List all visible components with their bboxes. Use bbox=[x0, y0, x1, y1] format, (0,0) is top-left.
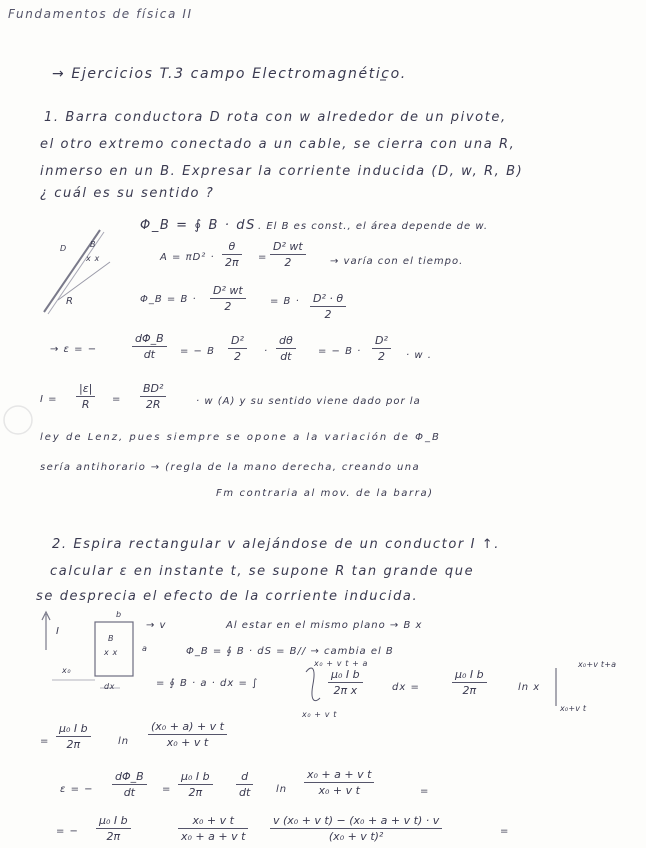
ex1-area-frac-1-den: 2π bbox=[225, 256, 239, 269]
fraction-bar bbox=[210, 298, 246, 299]
ex2-last-frac-1 bbox=[96, 814, 131, 843]
ex1-statement-line-2: el otro extremo conectado a un cable, se cierra con una R, bbox=[40, 137, 516, 152]
fraction-bar bbox=[56, 736, 91, 737]
ex2-emf-frac-1-den: dt bbox=[123, 786, 135, 799]
ex1-flux-definition: Φ_B = ∮ B · dS bbox=[140, 218, 256, 233]
ex2-emf-lhs: ε = − bbox=[60, 784, 94, 795]
ex2-integral-frac-2-num: μ₀ I b bbox=[455, 668, 484, 681]
ex2-integral-dx: dx = bbox=[392, 682, 420, 693]
ex1-emf-frac-4-den: 2 bbox=[377, 350, 385, 363]
ex1-emf-frac-3-den: dt bbox=[280, 350, 292, 363]
ex1-emf-frac-2 bbox=[228, 334, 247, 363]
ex2-diagram-a: a bbox=[142, 644, 148, 653]
ex1-emf-frac-2-den: 2 bbox=[233, 350, 241, 363]
fraction-bar bbox=[132, 346, 167, 347]
ex2-emf-frac-4-num: x₀ + a + v t bbox=[307, 768, 372, 781]
ex1-lenz-line-1: ley de Lenz, pues siempre se opone a la variación de Φ_B bbox=[40, 432, 441, 443]
fraction-bar bbox=[178, 828, 248, 829]
ex2-emf-frac-3-den: dt bbox=[239, 786, 251, 799]
ex2-emf-frac-2-num: μ₀ I b bbox=[181, 770, 210, 783]
ex1-diagram-b: B bbox=[90, 240, 97, 249]
fraction-bar bbox=[96, 828, 131, 829]
ex2-result-frac-2-den: x₀ + v t bbox=[166, 736, 209, 749]
ex2-diagram-v: → v bbox=[146, 620, 167, 631]
ex2-integral-frac-2-den: 2π bbox=[462, 684, 477, 697]
ex1-current-frac-2 bbox=[140, 382, 166, 411]
ex2-last-frac-1-num: μ₀ I b bbox=[99, 814, 128, 827]
ex2-diagram-B: B bbox=[108, 634, 115, 643]
ex1-diagram-d: D bbox=[60, 244, 67, 253]
ex2-eval-lower: x₀+v t bbox=[560, 704, 587, 713]
ex2-diagram-x0: x₀ bbox=[62, 666, 72, 675]
ex1-flux2-frac-den: 2 bbox=[224, 300, 232, 313]
fraction-bar bbox=[270, 254, 306, 255]
ex1-emf-end: · w . bbox=[406, 350, 432, 361]
ex2-diagram-x: x x bbox=[104, 648, 118, 657]
ex1-emf-mid-1: = − B bbox=[180, 346, 215, 357]
ex2-emf-frac-4 bbox=[304, 768, 374, 797]
fraction-bar bbox=[76, 396, 95, 397]
ex2-last-frac-3 bbox=[270, 814, 442, 843]
ex1-emf-dot: · bbox=[264, 346, 269, 357]
ex1-area-eq: = bbox=[258, 252, 268, 263]
ex1-area-frac-2 bbox=[270, 240, 306, 269]
fraction-bar bbox=[112, 784, 147, 785]
ex2-emf-ln: ln bbox=[276, 784, 288, 795]
ex1-statement-line-3: inmerso en un B. Expresar la corriente inducida (D, w, R, B) bbox=[40, 164, 524, 179]
fraction-bar bbox=[228, 348, 247, 349]
ex2-emf-frac-1 bbox=[112, 770, 147, 799]
ex1-diagram-x: x x bbox=[86, 254, 100, 263]
ex1-current-eq: = bbox=[112, 394, 122, 405]
ex1-flux2-frac-2 bbox=[310, 292, 346, 321]
ex2-integral-ln: ln x bbox=[518, 682, 541, 693]
fraction-bar bbox=[140, 396, 166, 397]
ex1-emf-frac-1-num: dΦ_B bbox=[135, 332, 164, 345]
ex2-diagram-i: I bbox=[56, 626, 60, 637]
ex1-area-frac-2-num: D² wt bbox=[273, 240, 303, 253]
ex1-flux-note: . El B es const., el área depende de w. bbox=[258, 221, 489, 232]
ex1-statement-line-4: ¿ cuál es su sentido ? bbox=[40, 186, 215, 201]
ex2-last-frac-2 bbox=[178, 814, 248, 843]
ex2-integral-lhs: = ∮ B · a · dx = ∫ bbox=[156, 678, 259, 689]
ex2-emf-frac-2 bbox=[178, 770, 213, 799]
ex2-flux-line: Φ_B = ∮ B · dS = B// → cambia el B bbox=[186, 646, 394, 657]
ex2-last-frac-2-den: x₀ + a + v t bbox=[181, 830, 246, 843]
ex1-area-frac-1 bbox=[222, 240, 242, 269]
fraction-bar bbox=[372, 348, 391, 349]
ex1-current-frac-1-den: R bbox=[81, 398, 90, 411]
fraction-bar bbox=[328, 682, 363, 683]
ex1-emf-frac-2-num: D² bbox=[231, 334, 244, 347]
ex1-flux2-mid: = B · bbox=[270, 296, 300, 307]
ex1-emf-frac-3-num: dθ bbox=[279, 334, 293, 347]
ex2-integral-frac-num: μ₀ I b bbox=[331, 668, 360, 681]
ex2-integral-upper: x₀ + v t + a bbox=[314, 659, 369, 668]
fraction-bar bbox=[452, 682, 487, 683]
ex1-current-frac-2-den: 2R bbox=[145, 398, 161, 411]
ex1-emf-frac-4 bbox=[372, 334, 391, 363]
ex2-statement-line-3: se desprecia el efecto de la corriente inducida. bbox=[36, 589, 419, 604]
ex2-statement-line-1: 2. Espira rectangular v alejándose de un conductor I ↑. bbox=[52, 537, 500, 552]
ex2-result-frac-den: 2π bbox=[66, 738, 81, 751]
ex2-integral-frac-den: 2π x bbox=[333, 684, 358, 697]
ex2-result-frac-2 bbox=[148, 720, 227, 749]
ex2-result-frac-2-num: (x₀ + a) + v t bbox=[151, 720, 224, 733]
ex2-integral-frac bbox=[328, 668, 363, 697]
ex1-current-frac-1-num: |ε| bbox=[79, 382, 93, 395]
ex2-integral-frac-2 bbox=[452, 668, 487, 697]
section-title: → Ejercicios T.3 campo Electromagnético. bbox=[52, 66, 407, 82]
ex1-emf-mid-2: = − B · bbox=[318, 346, 362, 357]
ex1-emf-frac-1 bbox=[132, 332, 167, 361]
ex2-statement-line-2: calcular ε en instante t, se supone R tan grande que bbox=[50, 564, 475, 579]
ex1-emf-frac-3 bbox=[276, 334, 296, 363]
ex1-current-lhs: I = bbox=[40, 394, 58, 405]
ex2-eval-upper: x₀+v t+a bbox=[578, 660, 617, 669]
ex2-emf-end: = bbox=[420, 786, 430, 797]
ex1-flux2-frac-2-num: D² · θ bbox=[313, 292, 344, 305]
ex1-emf-frac-4-num: D² bbox=[375, 334, 388, 347]
fraction-bar bbox=[304, 782, 374, 783]
fraction-bar bbox=[270, 828, 442, 829]
ex1-lenz-line-3: Fm contraria al mov. de la barra) bbox=[216, 488, 434, 499]
ex2-last-frac-3-den: (x₀ + v t)² bbox=[328, 830, 384, 843]
fraction-bar bbox=[236, 784, 253, 785]
ex1-flux2-frac-2-den: 2 bbox=[324, 308, 332, 321]
ex1-flux2-frac-num: D² wt bbox=[213, 284, 243, 297]
ex2-result-frac bbox=[56, 722, 91, 751]
ex2-last-lhs: = − bbox=[56, 826, 79, 837]
ex2-last-frac-1-den: 2π bbox=[106, 830, 121, 843]
ex1-lenz-line-2: sería antihorario → (regla de la mano derecha, creando una bbox=[40, 462, 420, 473]
ex1-diagram-r: R bbox=[66, 296, 74, 307]
ex2-emf-frac-4-den: x₀ + v t bbox=[318, 784, 360, 797]
ex2-emf-frac-3-num: d bbox=[241, 770, 249, 783]
ex1-area-frac-1-num: θ bbox=[228, 240, 236, 253]
ex2-result-eq: = bbox=[40, 736, 50, 747]
ex2-result-ln: ln bbox=[118, 736, 130, 747]
ex1-current-tail: · w (A) y su sentido viene dado por la bbox=[196, 396, 421, 407]
ex2-emf-frac-3 bbox=[236, 770, 253, 799]
ex2-diagram-dx: dx bbox=[104, 682, 116, 691]
ex1-emf-lhs: → ε = − bbox=[50, 344, 98, 355]
ex2-last-frac-2-num: x₀ + v t bbox=[192, 814, 234, 827]
ex2-plane-note: Al estar en el mismo plano → B x bbox=[226, 620, 423, 631]
ex1-statement-line-1: 1. Barra conductora D rota con w alrededor de un pivote, bbox=[44, 110, 507, 125]
ex1-flux2-frac bbox=[210, 284, 246, 313]
fraction-bar bbox=[276, 348, 296, 349]
ex2-last-frac-3-num: v (x₀ + v t) − (x₀ + a + v t) · v bbox=[273, 814, 440, 827]
ex2-emf-frac-1-num: dΦ_B bbox=[115, 770, 144, 783]
ex2-result-frac-num: μ₀ I b bbox=[59, 722, 88, 735]
ex2-last-end: = bbox=[500, 826, 510, 837]
ex2-emf-frac-2-den: 2π bbox=[188, 786, 203, 799]
ex1-emf-frac-1-den: dt bbox=[143, 348, 155, 361]
fraction-bar bbox=[310, 306, 346, 307]
ex1-current-frac-2-num: BD² bbox=[143, 382, 164, 395]
ex1-current-frac-1 bbox=[76, 382, 95, 411]
ex1-flux2-lhs: Φ_B = B · bbox=[140, 294, 197, 305]
ex2-emf-eq: = bbox=[162, 784, 172, 795]
ex2-integral-lower: x₀ + v t bbox=[302, 710, 337, 719]
ex2-diagram-b: b bbox=[116, 610, 122, 619]
ex1-area-frac-2-den: 2 bbox=[284, 256, 292, 269]
fraction-bar bbox=[148, 734, 227, 735]
ex1-area-note: → varía con el tiempo. bbox=[330, 256, 464, 267]
ex1-area-lhs: A = πD² · bbox=[160, 252, 215, 263]
fraction-bar bbox=[222, 254, 242, 255]
page-header: Fundamentos de física II bbox=[8, 7, 193, 21]
fraction-bar bbox=[178, 784, 213, 785]
